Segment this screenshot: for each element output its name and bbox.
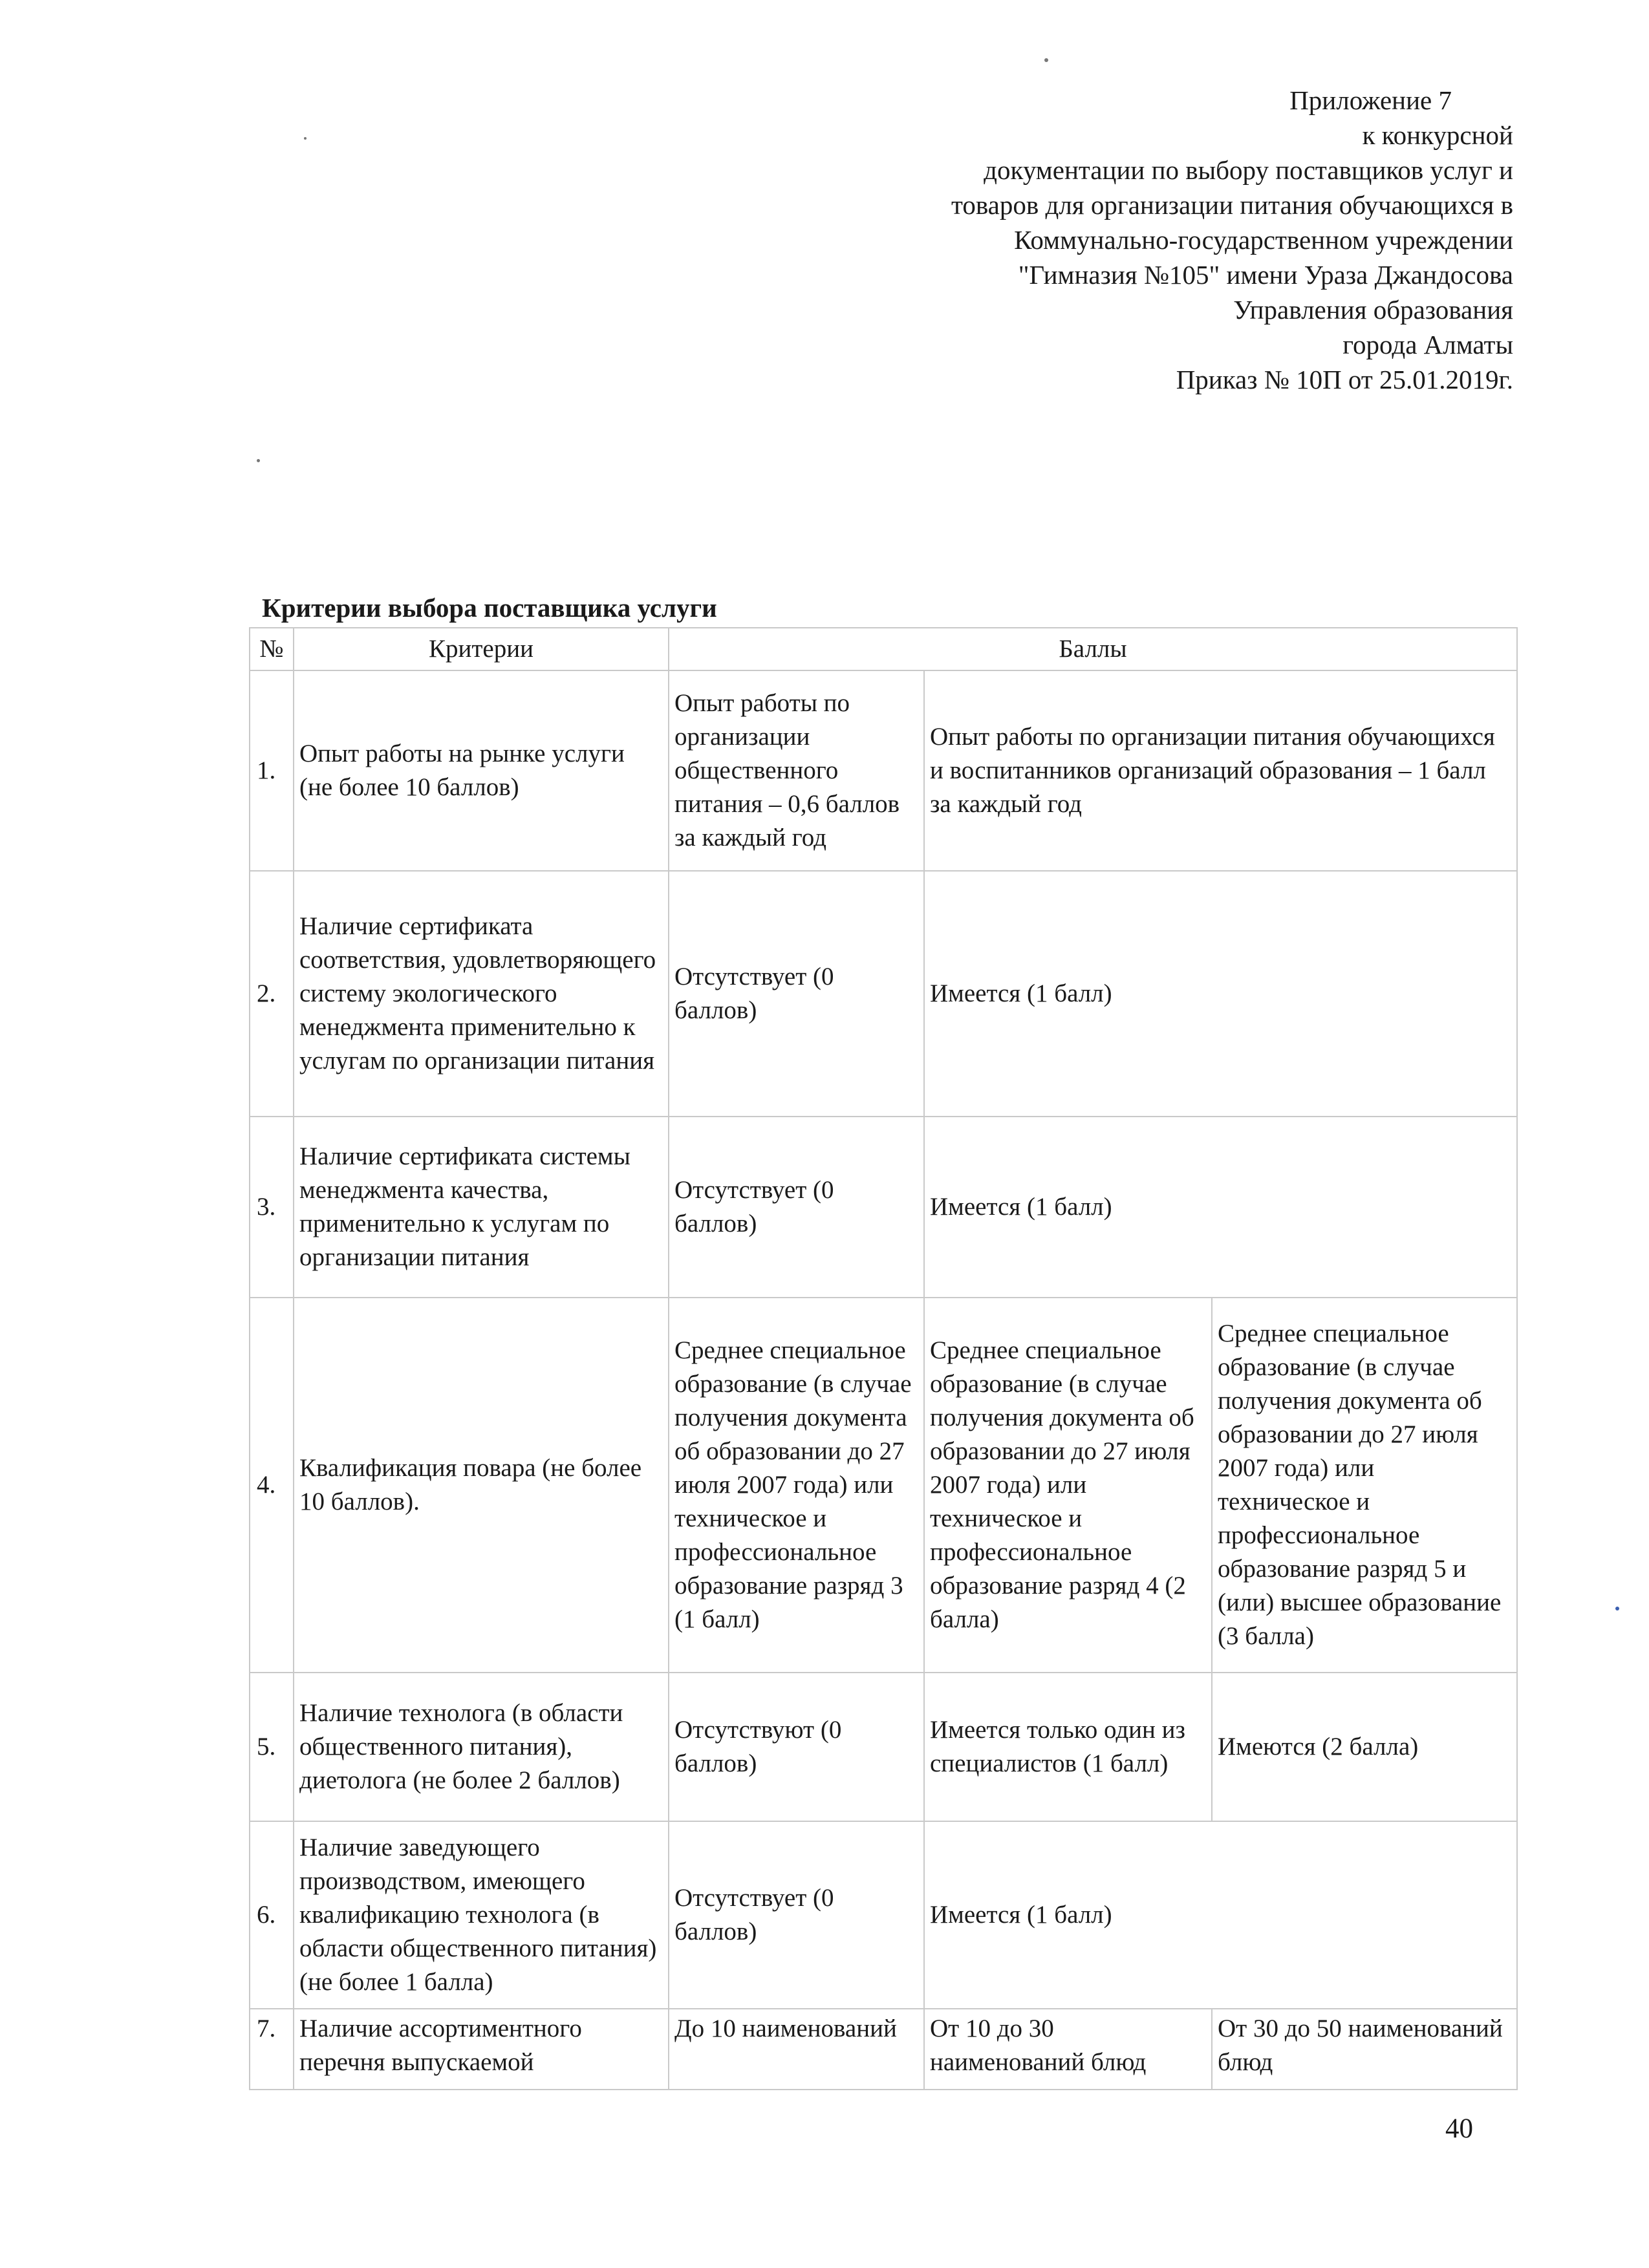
points-cell: Среднее специальное образование (в случае получения документа об образовании до 27 июля 2007 года) или техническое и профессиональное образование разряд 4 (2 балла) [924, 1298, 1212, 1673]
points-cell: Имеется (1 балл) [924, 871, 1517, 1117]
criterion-text: Опыт работы на рынке услуги (не более 10 баллов) [294, 670, 669, 871]
row-number: 6. [250, 1821, 294, 2009]
row-number: 7. [250, 2009, 294, 2090]
points-cell: Опыт работы по организации питания обучающихся и воспитанников организаций образования – 1 балл за каждый год [924, 670, 1517, 871]
header-line: товаров для организации питания обучающихся в [951, 190, 1513, 220]
points-cell: Опыт работы по организации общественного питания – 0,6 баллов за каждый год [669, 670, 924, 871]
header-line: города Алматы [1342, 330, 1513, 359]
table-row [250, 1298, 1517, 1673]
criterion-text: Квалификация повара (не более 10 баллов). [294, 1298, 669, 1673]
row-number: 3. [250, 1117, 294, 1298]
points-cell: Имеются (2 балла) [1212, 1673, 1517, 1821]
header-num: № [250, 628, 294, 670]
page-number: 40 [1445, 2113, 1473, 2144]
order-reference: Приказ № 10П от 25.01.2019г. [1176, 365, 1513, 394]
header-line: документации по выбору поставщиков услуг и [984, 155, 1513, 185]
header-points: Баллы [669, 628, 1517, 670]
points-cell: Имеется (1 балл) [924, 1821, 1517, 2009]
criteria-table [249, 627, 1518, 2090]
header-line: Управления образования [1233, 295, 1513, 325]
points-cell: Среднее специальное образование (в случае получения документа об образовании до 27 июля 2007 года) или техническое и профессиональное образование разряд 3 (1 балл) [669, 1298, 924, 1673]
points-cell: Отсутствуют (0 баллов) [669, 1673, 924, 1821]
table-row [250, 670, 1517, 871]
header-line: "Гимназия №105" имени Ураза Джандосова [1018, 260, 1513, 290]
row-number: 2. [250, 871, 294, 1117]
criterion-text: Наличие ассортиментного перечня выпускаемой [294, 2009, 669, 2090]
header-criteria: Критерии [294, 628, 669, 670]
table-header-row [250, 628, 1517, 670]
section-title: Критерии выбора поставщика услуги [262, 593, 717, 623]
table-row [250, 2009, 1517, 2090]
criterion-text: Наличие технолога (в области общественного питания), диетолога (не более 2 баллов) [294, 1673, 669, 1821]
points-cell: До 10 наименований [669, 2009, 924, 2090]
points-cell: Отсутствует (0 баллов) [669, 1821, 924, 2009]
points-cell: Отсутствует (0 баллов) [669, 871, 924, 1117]
points-cell: От 10 до 30 наименований блюд [924, 2009, 1212, 2090]
scan-speck [304, 137, 307, 140]
points-cell: Имеется только один из специалистов (1 балл) [924, 1673, 1212, 1821]
criterion-text: Наличие сертификата системы менеджмента качества, применительно к услугам по организации питания [294, 1117, 669, 1298]
header-line: к конкурсной [1362, 120, 1513, 150]
points-cell: Отсутствует (0 баллов) [669, 1117, 924, 1298]
table-row [250, 1821, 1517, 2009]
appendix-label: Приложение 7 [1289, 85, 1452, 115]
points-cell: Имеется (1 балл) [924, 1117, 1517, 1298]
scan-speck [257, 459, 260, 462]
table-row [250, 1673, 1517, 1821]
table-row [250, 1117, 1517, 1298]
row-number: 1. [250, 670, 294, 871]
header-line: Коммунально-государственном учреждении [1014, 225, 1513, 255]
points-cell: От 30 до 50 наименований блюд [1212, 2009, 1517, 2090]
points-cell: Среднее специальное образование (в случае получения документа об образовании до 27 июля 2007 года) или техническое и профессиональное образование разряд 5 и (или) высшее образование (3 балла) [1212, 1298, 1517, 1673]
scan-speck [1615, 1607, 1619, 1610]
row-number: 4. [250, 1298, 294, 1673]
scan-speck [1044, 58, 1048, 62]
criterion-text: Наличие заведующего производством, имеющего квалификацию технолога (в области общественного питания) (не более 1 балла) [294, 1821, 669, 2009]
appendix-header [737, 83, 1513, 397]
criterion-text: Наличие сертификата соответствия, удовлетворяющего систему экологического менеджмента применительно к услугам по организации питания [294, 871, 669, 1117]
table-row [250, 871, 1517, 1117]
row-number: 5. [250, 1673, 294, 1821]
